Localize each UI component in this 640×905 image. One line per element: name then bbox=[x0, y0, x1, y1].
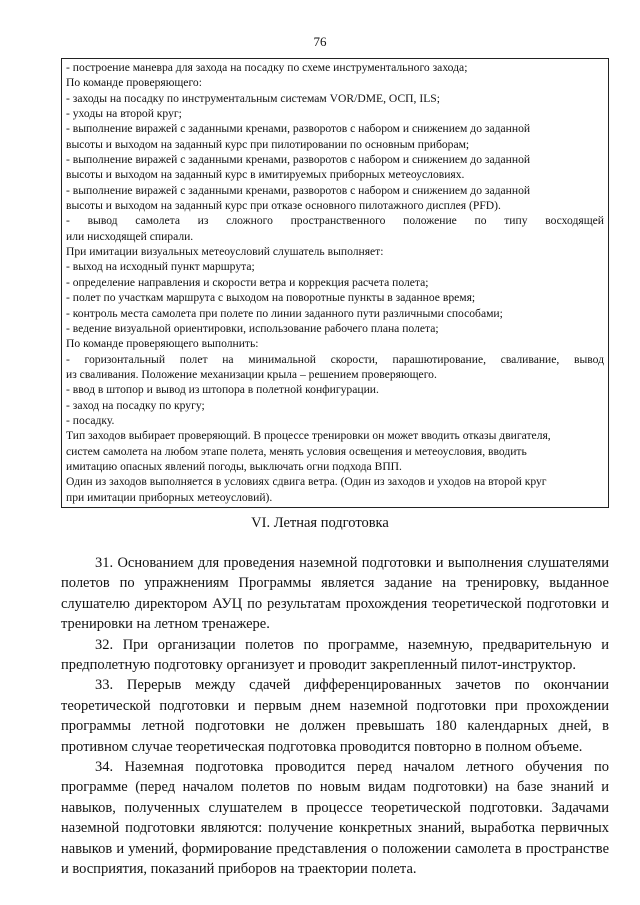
box-line: - посадку. bbox=[66, 413, 115, 427]
document-body bbox=[61, 553, 609, 880]
box-line: при имитации приборных метеоусловий). bbox=[66, 490, 273, 504]
box-line: высоты и выходом на заданный курс при пилотировании по основным приборам; bbox=[66, 137, 470, 151]
box-line: Тип заходов выбирает проверяющий. В процессе тренировки он может вводить отказы двигателя, bbox=[66, 429, 551, 443]
box-line: - выход на исходный пункт маршрута; bbox=[66, 260, 255, 274]
box-line: - ввод в штопор и вывод из штопора в полетной конфигурации. bbox=[66, 383, 379, 397]
box-line: из сваливания. Положение механизации крыла – решением проверяющего. bbox=[66, 367, 437, 381]
box-line: высоты и выходом на заданный курс при отказе основного пилотажного дисплея (PFD). bbox=[66, 199, 501, 213]
paragraph-33: 33. Перерыв между сдачей дифференцированных зачетов по окончании теоретической подготовки и первым днем наземной подготовки при прохождении программы летной подготовки не должен превышать 180 календарных дней, в противном случае теоретическая подготовка проводится повторно в полном объеме. bbox=[61, 677, 609, 755]
paragraph-31: 31. Основанием для проведения наземной подготовки и выполнения слушателями полетов по упражнениям Программы является задание на тренировку, выданное слушателю директором АУЦ по результатам прохождения теоретической подготовки и тренировки на летном тренажере. bbox=[61, 555, 609, 633]
section-title: VI. Летная подготовка bbox=[251, 515, 389, 531]
box-line: или нисходящей спирали. bbox=[66, 229, 194, 243]
box-line: - контроль места самолета при полете по линии заданного пути различными способами; bbox=[66, 306, 503, 320]
box-line: высоты и выходом на заданный курс в имитируемых приборных метеоусловиях. bbox=[66, 168, 465, 182]
box-line: - выполнение виражей с заданными кренами, разворотов с набором и снижением до заданной bbox=[66, 122, 531, 136]
paragraph-32: 32. При организации полетов по программе, наземную, предварительную и предполетную подготовку организует и проводит закрепленный пилот-инструктор. bbox=[61, 636, 609, 674]
box-line: - горизонтальный полет на минимальной скорости, парашютирование, сваливание, вывод bbox=[66, 352, 604, 366]
box-line: систем самолета на любом этапе полета, менять условия освещения и метеоусловия, вводить bbox=[66, 444, 527, 458]
box-line: - заходы на посадку по инструментальным системам VOR/DME, ОСП, ILS; bbox=[66, 91, 440, 105]
page-number: 76 bbox=[313, 34, 327, 49]
box-line: имитацию опасных явлений погоды, выключать огни подхода ВПП. bbox=[66, 459, 402, 473]
box-line: - полет по участкам маршрута с выходом на поворотные пункты в заданное время; bbox=[66, 291, 476, 305]
exercise-content-box bbox=[61, 58, 609, 508]
box-line: Один из заходов выполняется в условиях сдвига ветра. (Один из заходов и уходов на второй круг bbox=[66, 475, 547, 489]
paragraph-34: 34. Наземная подготовка проводится перед началом летного обучения по программе (перед началом полетов по новым видам подготовки) на базе знаний и навыков, полученных слушателем в процессе теоретической подготовки. Задачами наземной подготовки являются: получение конкретных знаний, выработка первичных навыков и умений, формирование представления о положении самолета в пространстве и восприятия, показаний приборов на траектории полета. bbox=[61, 759, 609, 878]
box-line: - вывод самолета из сложного пространственного положение по типу восходящей bbox=[66, 214, 604, 228]
box-line: По команде проверяющего: bbox=[66, 76, 202, 90]
box-line: По команде проверяющего выполнить: bbox=[66, 337, 259, 351]
box-line: - уходы на второй круг; bbox=[66, 107, 182, 121]
box-line: - выполнение виражей с заданными кренами, разворотов с набором и снижением до заданной bbox=[66, 153, 531, 167]
box-line: - выполнение виражей с заданными кренами, разворотов с набором и снижением до заданной bbox=[66, 183, 531, 197]
box-line: - заход на посадку по кругу; bbox=[66, 398, 205, 412]
box-line: - определение направления и скорости ветра и коррекция расчета полета; bbox=[66, 275, 429, 289]
box-line: При имитации визуальных метеоусловий слушатель выполняет: bbox=[66, 245, 384, 259]
box-line: - построение маневра для захода на посадку по схеме инструментального захода; bbox=[66, 61, 468, 74]
box-line: - ведение визуальной ориентировки, использование рабочего плана полета; bbox=[66, 321, 439, 335]
